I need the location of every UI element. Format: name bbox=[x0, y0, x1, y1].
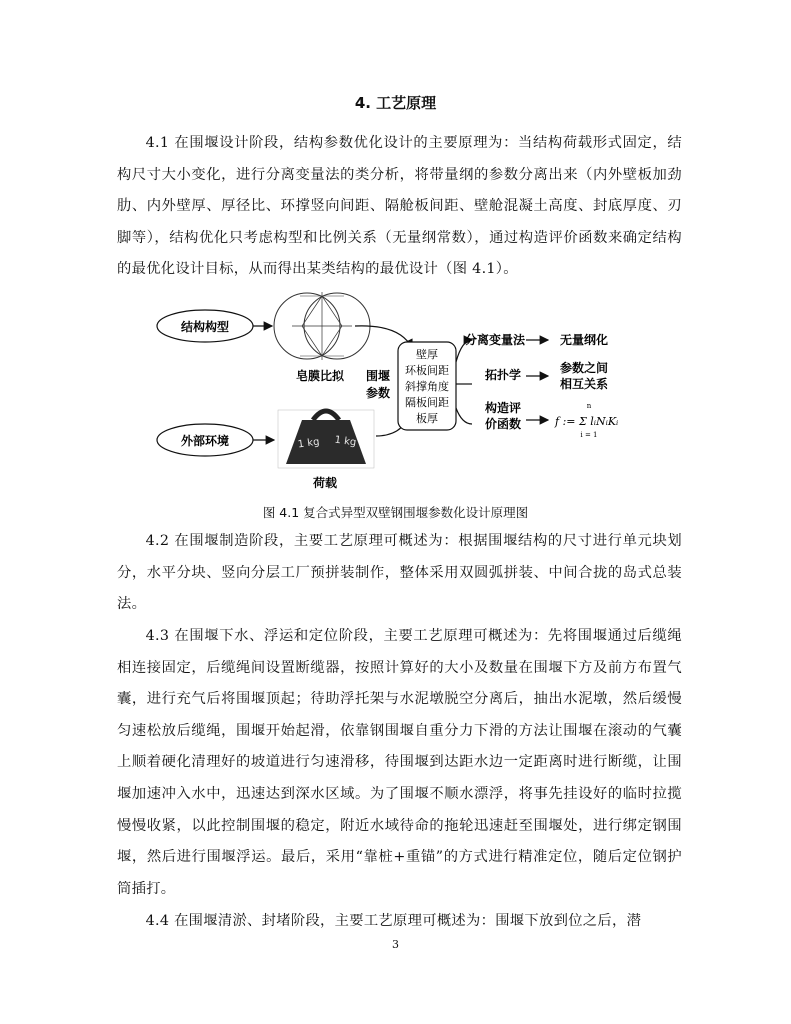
result-relation-line2: 相互关系 bbox=[560, 377, 609, 391]
method-separation: 分离变量法 bbox=[464, 333, 526, 347]
environment-label: 外部环境 bbox=[180, 434, 230, 448]
params-item: 斜撑角度 bbox=[405, 380, 449, 393]
page-number: 3 bbox=[392, 938, 399, 951]
structure-label: 结构构型 bbox=[180, 320, 230, 334]
params-item: 环板间距 bbox=[405, 364, 449, 377]
formula: f := Σ lᵢNᵢKᵢ bbox=[555, 415, 619, 428]
svg-text:1 kg: 1 kg bbox=[297, 436, 321, 451]
paragraph-4-4: 4.4 在围堰清淤、封堵阶段，主要工艺原理可概述为：围堰下放到位之后，潜 bbox=[145, 913, 642, 929]
paragraph-4-2: 4.2 在围堰制造阶段，主要工艺原理可概述为：根据围堰结构的尺寸进行单元块划分，水平分块、竖向分层工厂预拼装制作，整体采用双圆弧拼装、中间合拢的岛式总装法。 bbox=[117, 533, 682, 613]
weight-image bbox=[278, 410, 374, 468]
formula-upper: n bbox=[586, 402, 592, 410]
params-label-line2: 参数 bbox=[365, 386, 391, 400]
svg-text:1 kg: 1 kg bbox=[333, 434, 357, 449]
paragraph-4-3: 4.3 在围堰下水、浮运和定位阶段，主要工艺原理可概述为：先将围堰通过后缆绳相连接固定，后缆绳间设置断缆器，按照计算好的大小及数量在围堰下方及前方布置气囊，进行充气后将围堰顶起；待助浮托架与水泥墩脱空分离后，抽出水泥墩，然后缓慢匀速松放后缆绳，围堰开始起滑，依靠钢围堰自重分力下滑的方法让围堰在滚动的气囊上顺着硬化清理好的坡道进行匀速滑移，待围堰到达距水边一定距离时进行断缆，让围堰加速冲入水中，迅速达到深水区域。为了围堰不顺水漂浮，将事先挂设好的临时拉揽慢慢收紧，以此控制围堰的稳定，附近水域待命的拖轮迅速赶至围堰处，进行绑定钢围堰，然后进行围堰浮运。最后，采用“靠桩+重锚”的方式进行精准定位，随后定位钢护筒插打。 bbox=[117, 628, 682, 897]
figure-4-1 bbox=[150, 284, 650, 496]
figure-caption: 图 4.1 复合式异型双壁钢围堰参数化设计原理图 bbox=[262, 505, 529, 520]
soap-label: 皂膜比拟 bbox=[295, 369, 345, 383]
formula-lower: i = 1 bbox=[580, 431, 598, 439]
paragraph-4-1: 4.1 在围堰设计阶段，结构参数优化设计的主要原理为：当结构荷载形式固定，结构尺寸大小变化，进行分离变量法的类分析，将带量纲的参数分离出来（内外壁板加劲肋、内外壁厚、厚径比、环撑竖向间距、隔舱板间距、壁舱混凝土高度、封底厚度、刃脚等），结构优化只考虑构型和比例关系（无量纲常数），通过构造评价函数来确定结构的最优化设计目标，从而得出某类结构的最优设计（图 4.1）。 bbox=[117, 135, 682, 278]
section-heading: 4. 工艺原理 bbox=[354, 94, 437, 112]
params-item: 壁厚 bbox=[416, 348, 438, 361]
method-evaluation-line1: 构造评 bbox=[484, 401, 522, 415]
method-topology: 拓扑学 bbox=[484, 368, 522, 382]
result-relation-line1: 参数之间 bbox=[560, 361, 609, 375]
result-dimensionless: 无量纲化 bbox=[560, 333, 609, 347]
method-evaluation-line2: 价函数 bbox=[484, 417, 522, 431]
params-label-line1: 围堰 bbox=[365, 369, 391, 383]
params-item: 隔板间距 bbox=[405, 396, 449, 409]
load-label: 荷载 bbox=[312, 476, 338, 490]
params-item: 板厚 bbox=[416, 412, 438, 425]
